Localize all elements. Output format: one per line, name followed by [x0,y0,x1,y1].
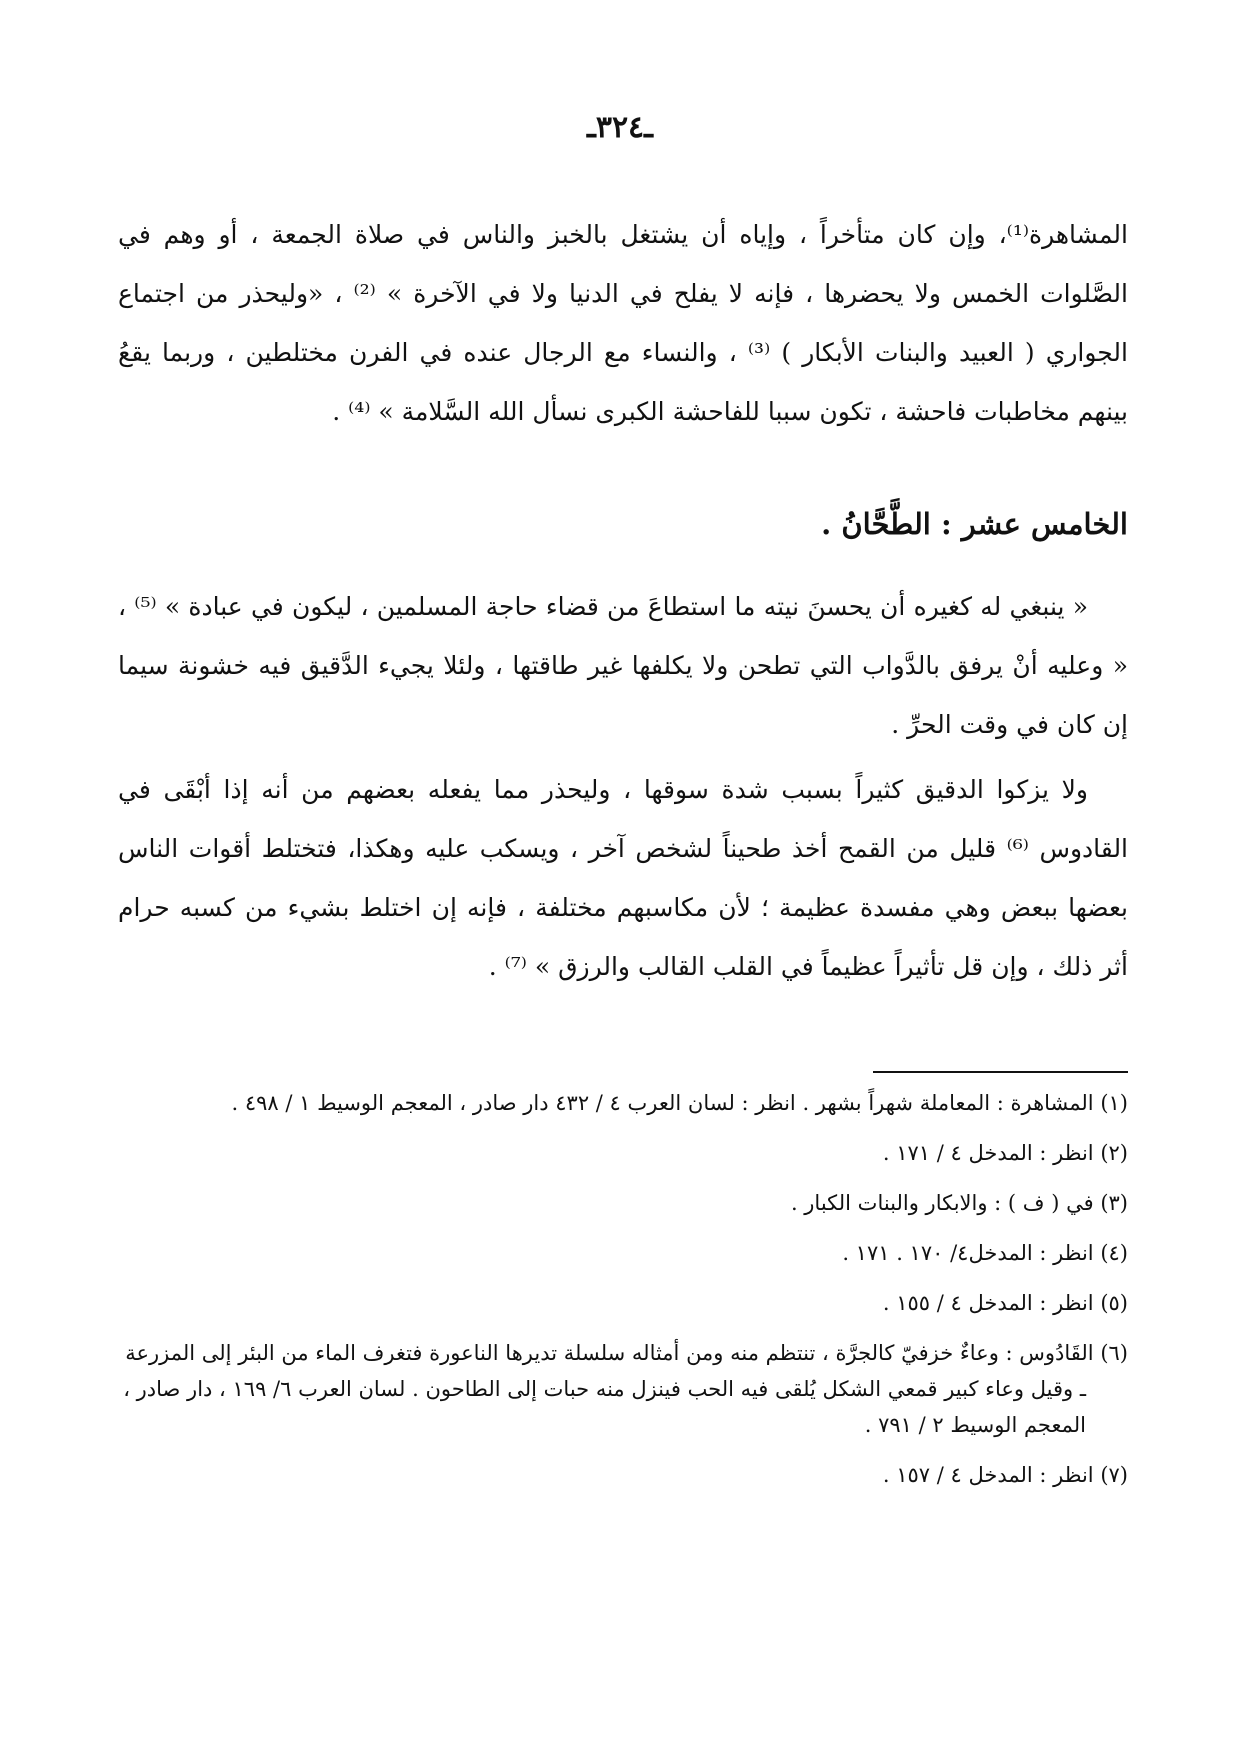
page-number: ـ٣٢٤ـ [587,110,653,145]
footnote-4: (٤) انظر : المدخل٤/ ١٧٠ . ١٧١ . [842,1241,1128,1265]
footnotes-section [118,1085,1128,1507]
footnote-7: (٧) انظر : المدخل ٤ / ١٥٧ . [882,1463,1128,1487]
body-paragraph-2: « ينبغي له كغيره أن يحسنَ نيته ما استطاعَ من قضاء حاجة المسلمين ، ليكون في عبادة » ⁽⁵⁾ ، « وعليه أنْ يرفق بالدَّواب التي تطحن ولا يكلفها غير طاقتها ، ولئلا يجيء الدَّقيق فيه خشونة سيما إن كان في وقت الحرِّ . [118,592,1128,739]
footnote-5: (٥) انظر : المدخل ٤ / ١٥٥ . [882,1291,1128,1315]
body-paragraph-1: المشاهرة⁽¹⁾، وإن كان متأخراً ، وإياه أن يشتغل بالخبز والناس في صلاة الجمعة ، أو وهم في الصَّلوات الخمس ولا يحضرها ، فإنه لا يفلح في الدنيا ولا في الآخرة » ⁽²⁾ ، «وليحذر من اجتماع الجواري ( العبيد والبنات الأبكار ) ⁽³⁾ ، والنساء مع الرجال عنده في الفرن مختلطين ، وربما يقعُ بينهم مخاطبات فاحشة ، تكون سببا للفاحشة الكبرى نسأل الله السَّلامة » ⁽⁴⁾ . [118,220,1128,426]
footnote-divider [873,1071,1128,1073]
footnote-2: (٢) انظر : المدخل ٤ / ١٧١ . [882,1141,1128,1165]
section-heading: الخامس عشر : الطَّحَّانُ . [821,507,1128,542]
footnote-6: (٦) القَادُوس : وعاءٌ خزفيّ كالجرَّة ، تنتظم منه ومن أمثاله سلسلة تديرها الناعورة فتغرف الماء من البئر إلى المزرعة ـ وقيل وعاء كبير قمعي الشكل يُلقى فيه الحب فينزل منه حبات إلى الطاحون . لسان العرب ٦/ ١٦٩ ، دار صادر ، المعجم الوسيط ٢ / ٧٩١ . [123,1341,1128,1437]
body-paragraph-3: ولا يزكوا الدقيق كثيراً بسبب شدة سوقها ، وليحذر مما يفعله بعضهم من أنه إذا أبْقَى في القادوس ⁽⁶⁾ قليل من القمح أخذ طحيناً لشخص آخر ، ويسكب عليه وهكذا، فتختلط أقوات الناس بعضها ببعض وهي مفسدة عظيمة ؛ لأن مكاسبهم مختلفة ، فإنه إن اختلط بشيء من كسبه حرام أثر ذلك ، وإن قل تأثيراً عظيماً في القلب القالب والرزق » ⁽⁷⁾ . [118,775,1129,981]
footnote-3: (٣) في ( ف ) : والابكار والبنات الكبار . [790,1191,1128,1215]
footnote-1: (١) المشاهرة : المعاملة شهراً بشهر . انظر : لسان العرب ٤ / ٤٣٢ دار صادر ، المعجم الوسيط ١ / ٤٩٨ . [231,1091,1128,1115]
